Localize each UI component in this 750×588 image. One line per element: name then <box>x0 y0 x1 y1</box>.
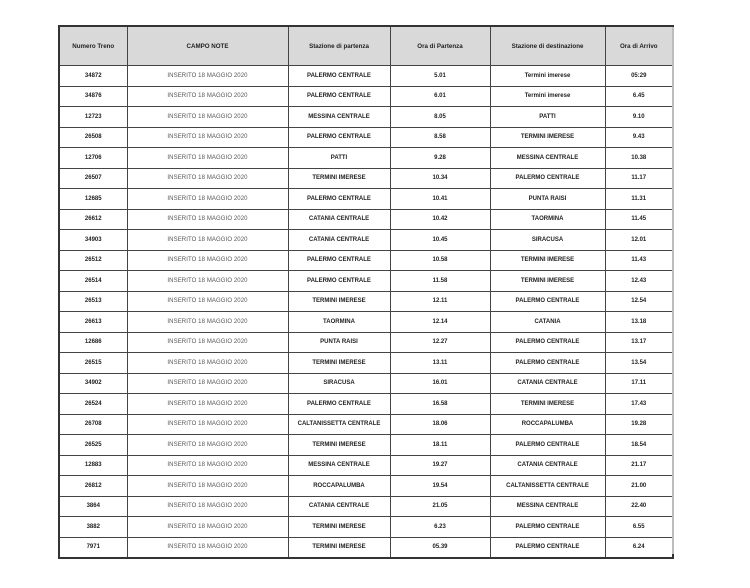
cell-stazione-destinazione: MESSINA CENTRALE <box>490 148 605 169</box>
cell-stazione-destinazione: CATANIA CENTRALE <box>490 373 605 394</box>
train-schedule-sheet <box>58 25 674 559</box>
header-campo-note: CAMPO NOTE <box>127 26 288 66</box>
cell-campo-note: INSERITO 18 MAGGIO 2020 <box>127 414 288 435</box>
cell-stazione-partenza: TERMINI IMERESE <box>288 291 390 312</box>
cell-ora-arrivo: 10.38 <box>605 148 673 169</box>
cell-ora-partenza: 10.45 <box>390 230 490 251</box>
cell-stazione-partenza: PALERMO CENTRALE <box>288 394 390 415</box>
cell-ora-arrivo: 12.01 <box>605 230 673 251</box>
header-ora-partenza: Ora di Partenza <box>390 26 490 66</box>
cell-stazione-partenza: TAORMINA <box>288 312 390 333</box>
cell-numero-treno: 26507 <box>59 168 127 189</box>
cell-numero-treno: 26513 <box>59 291 127 312</box>
table-row <box>59 496 673 517</box>
cell-ora-partenza: 18.11 <box>390 435 490 456</box>
cell-campo-note: INSERITO 18 MAGGIO 2020 <box>127 250 288 271</box>
table-row <box>59 66 673 87</box>
table-row <box>59 312 673 333</box>
cell-stazione-partenza: PUNTA RAISI <box>288 332 390 353</box>
header-numero-treno: Numero Treno <box>59 26 127 66</box>
cell-numero-treno: 26524 <box>59 394 127 415</box>
cell-numero-treno: 3882 <box>59 517 127 538</box>
cell-stazione-destinazione: TERMINI IMERESE <box>490 127 605 148</box>
cell-ora-arrivo: 12.54 <box>605 291 673 312</box>
cell-campo-note: INSERITO 18 MAGGIO 2020 <box>127 312 288 333</box>
cell-stazione-destinazione: PALERMO CENTRALE <box>490 353 605 374</box>
table-row <box>59 455 673 476</box>
cell-ora-arrivo: 22.40 <box>605 496 673 517</box>
cell-ora-partenza: 9.28 <box>390 148 490 169</box>
cell-stazione-destinazione: TERMINI IMERESE <box>490 394 605 415</box>
cell-numero-treno: 26514 <box>59 271 127 292</box>
table-row <box>59 86 673 107</box>
cell-ora-arrivo: 21.17 <box>605 455 673 476</box>
table-body <box>59 66 673 559</box>
cell-numero-treno: 26613 <box>59 312 127 333</box>
table-row <box>59 250 673 271</box>
cell-stazione-destinazione: CATANIA <box>490 312 605 333</box>
cell-campo-note: INSERITO 18 MAGGIO 2020 <box>127 209 288 230</box>
table-row <box>59 148 673 169</box>
cell-stazione-partenza: PATTI <box>288 148 390 169</box>
cell-campo-note: INSERITO 18 MAGGIO 2020 <box>127 394 288 415</box>
cell-campo-note: INSERITO 18 MAGGIO 2020 <box>127 271 288 292</box>
train-schedule-table <box>58 25 674 559</box>
cell-stazione-destinazione: PALERMO CENTRALE <box>490 517 605 538</box>
cell-ora-partenza: 6.23 <box>390 517 490 538</box>
table-row <box>59 373 673 394</box>
page-shadow <box>672 27 674 554</box>
cell-ora-partenza: 8.05 <box>390 107 490 128</box>
cell-ora-partenza: 6.01 <box>390 86 490 107</box>
cell-stazione-partenza: MESSINA CENTRALE <box>288 455 390 476</box>
cell-ora-arrivo: 11.17 <box>605 168 673 189</box>
cell-stazione-destinazione: PALERMO CENTRALE <box>490 168 605 189</box>
table-row <box>59 394 673 415</box>
cell-ora-partenza: 10.58 <box>390 250 490 271</box>
cell-ora-arrivo: 17.43 <box>605 394 673 415</box>
cell-stazione-partenza: SIRACUSA <box>288 373 390 394</box>
table-row <box>59 209 673 230</box>
cell-campo-note: INSERITO 18 MAGGIO 2020 <box>127 476 288 497</box>
cell-ora-partenza: 21.05 <box>390 496 490 517</box>
cell-campo-note: INSERITO 18 MAGGIO 2020 <box>127 168 288 189</box>
table-row <box>59 291 673 312</box>
cell-numero-treno: 34903 <box>59 230 127 251</box>
cell-stazione-destinazione: TERMINI IMERESE <box>490 271 605 292</box>
cell-ora-arrivo: 6.24 <box>605 537 673 558</box>
cell-campo-note: INSERITO 18 MAGGIO 2020 <box>127 332 288 353</box>
header-stazione-partenza: Stazione di partenza <box>288 26 390 66</box>
cell-ora-partenza: 10.41 <box>390 189 490 210</box>
cell-ora-arrivo: 6.55 <box>605 517 673 538</box>
table-row <box>59 107 673 128</box>
cell-campo-note: INSERITO 18 MAGGIO 2020 <box>127 107 288 128</box>
cell-stazione-destinazione: PUNTA RAISI <box>490 189 605 210</box>
cell-numero-treno: 26508 <box>59 127 127 148</box>
cell-stazione-partenza: PALERMO CENTRALE <box>288 86 390 107</box>
cell-stazione-partenza: PALERMO CENTRALE <box>288 189 390 210</box>
cell-stazione-partenza: PALERMO CENTRALE <box>288 250 390 271</box>
cell-numero-treno: 3864 <box>59 496 127 517</box>
cell-stazione-partenza: TERMINI IMERESE <box>288 435 390 456</box>
cell-stazione-destinazione: ROCCAPALUMBA <box>490 414 605 435</box>
cell-campo-note: INSERITO 18 MAGGIO 2020 <box>127 455 288 476</box>
cell-numero-treno: 12706 <box>59 148 127 169</box>
cell-stazione-partenza: TERMINI IMERESE <box>288 537 390 558</box>
cell-campo-note: INSERITO 18 MAGGIO 2020 <box>127 353 288 374</box>
cell-numero-treno: 26525 <box>59 435 127 456</box>
table-row <box>59 414 673 435</box>
cell-ora-partenza: 13.11 <box>390 353 490 374</box>
cell-ora-partenza: 12.11 <box>390 291 490 312</box>
table-row <box>59 127 673 148</box>
cell-ora-arrivo: 21.00 <box>605 476 673 497</box>
cell-campo-note: INSERITO 18 MAGGIO 2020 <box>127 66 288 87</box>
cell-stazione-partenza: CATANIA CENTRALE <box>288 496 390 517</box>
cell-stazione-destinazione: SIRACUSA <box>490 230 605 251</box>
table-row <box>59 517 673 538</box>
table-row <box>59 189 673 210</box>
cell-ora-arrivo: 11.31 <box>605 189 673 210</box>
cell-ora-partenza: 12.27 <box>390 332 490 353</box>
cell-ora-arrivo: 19.28 <box>605 414 673 435</box>
table-row <box>59 476 673 497</box>
table-row <box>59 435 673 456</box>
cell-stazione-partenza: TERMINI IMERESE <box>288 168 390 189</box>
cell-numero-treno: 26812 <box>59 476 127 497</box>
cell-campo-note: INSERITO 18 MAGGIO 2020 <box>127 373 288 394</box>
cell-stazione-partenza: CALTANISSETTA CENTRALE <box>288 414 390 435</box>
cell-numero-treno: 26512 <box>59 250 127 271</box>
cell-ora-arrivo: 05:29 <box>605 66 673 87</box>
cell-campo-note: INSERITO 18 MAGGIO 2020 <box>127 148 288 169</box>
cell-campo-note: INSERITO 18 MAGGIO 2020 <box>127 127 288 148</box>
cell-ora-arrivo: 11.43 <box>605 250 673 271</box>
cell-numero-treno: 34902 <box>59 373 127 394</box>
cell-stazione-destinazione: PATTI <box>490 107 605 128</box>
cell-ora-partenza: 12.14 <box>390 312 490 333</box>
cell-campo-note: INSERITO 18 MAGGIO 2020 <box>127 537 288 558</box>
cell-stazione-destinazione: Termini imerese <box>490 66 605 87</box>
cell-stazione-partenza: CATANIA CENTRALE <box>288 230 390 251</box>
cell-numero-treno: 26612 <box>59 209 127 230</box>
cell-numero-treno: 12686 <box>59 332 127 353</box>
cell-campo-note: INSERITO 18 MAGGIO 2020 <box>127 496 288 517</box>
cell-stazione-partenza: TERMINI IMERESE <box>288 517 390 538</box>
cell-ora-arrivo: 13.18 <box>605 312 673 333</box>
cell-ora-partenza: 10.42 <box>390 209 490 230</box>
cell-stazione-destinazione: TAORMINA <box>490 209 605 230</box>
table-row <box>59 168 673 189</box>
cell-stazione-partenza: ROCCAPALUMBA <box>288 476 390 497</box>
cell-ora-arrivo: 17.11 <box>605 373 673 394</box>
cell-stazione-destinazione: MESSINA CENTRALE <box>490 496 605 517</box>
cell-campo-note: INSERITO 18 MAGGIO 2020 <box>127 435 288 456</box>
cell-numero-treno: 7971 <box>59 537 127 558</box>
header-stazione-destinazione: Stazione di destinazione <box>490 26 605 66</box>
cell-campo-note: INSERITO 18 MAGGIO 2020 <box>127 189 288 210</box>
cell-ora-partenza: 19.54 <box>390 476 490 497</box>
cell-stazione-destinazione: PALERMO CENTRALE <box>490 291 605 312</box>
cell-ora-arrivo: 13.54 <box>605 353 673 374</box>
cell-ora-partenza: 10.34 <box>390 168 490 189</box>
cell-ora-partenza: 16.01 <box>390 373 490 394</box>
cell-ora-arrivo: 18.54 <box>605 435 673 456</box>
cell-ora-partenza: 05.39 <box>390 537 490 558</box>
table-row <box>59 353 673 374</box>
cell-numero-treno: 34872 <box>59 66 127 87</box>
cell-ora-partenza: 5.01 <box>390 66 490 87</box>
cell-stazione-destinazione: PALERMO CENTRALE <box>490 435 605 456</box>
cell-ora-partenza: 8.58 <box>390 127 490 148</box>
table-header-row <box>59 26 673 66</box>
cell-ora-partenza: 18.06 <box>390 414 490 435</box>
table-row <box>59 332 673 353</box>
cell-ora-partenza: 19.27 <box>390 455 490 476</box>
cell-campo-note: INSERITO 18 MAGGIO 2020 <box>127 291 288 312</box>
cell-ora-arrivo: 6.45 <box>605 86 673 107</box>
cell-stazione-partenza: MESSINA CENTRALE <box>288 107 390 128</box>
cell-campo-note: INSERITO 18 MAGGIO 2020 <box>127 517 288 538</box>
table-row <box>59 230 673 251</box>
cell-campo-note: INSERITO 18 MAGGIO 2020 <box>127 230 288 251</box>
cell-ora-partenza: 16.58 <box>390 394 490 415</box>
cell-ora-arrivo: 11.45 <box>605 209 673 230</box>
cell-stazione-partenza: TERMINI IMERESE <box>288 353 390 374</box>
header-ora-arrivo: Ora di Arrivo <box>605 26 673 66</box>
cell-stazione-partenza: PALERMO CENTRALE <box>288 66 390 87</box>
cell-numero-treno: 34876 <box>59 86 127 107</box>
cell-stazione-destinazione: CALTANISSETTA CENTRALE <box>490 476 605 497</box>
cell-stazione-destinazione: CATANIA CENTRALE <box>490 455 605 476</box>
cell-stazione-partenza: PALERMO CENTRALE <box>288 271 390 292</box>
cell-campo-note: INSERITO 18 MAGGIO 2020 <box>127 86 288 107</box>
cell-ora-arrivo: 9.43 <box>605 127 673 148</box>
cell-stazione-destinazione: TERMINI IMERESE <box>490 250 605 271</box>
cell-numero-treno: 26515 <box>59 353 127 374</box>
cell-numero-treno: 12685 <box>59 189 127 210</box>
cell-stazione-partenza: PALERMO CENTRALE <box>288 127 390 148</box>
cell-stazione-destinazione: PALERMO CENTRALE <box>490 332 605 353</box>
cell-ora-arrivo: 9.10 <box>605 107 673 128</box>
cell-ora-arrivo: 13.17 <box>605 332 673 353</box>
cell-ora-arrivo: 12.43 <box>605 271 673 292</box>
cell-numero-treno: 12883 <box>59 455 127 476</box>
cell-ora-partenza: 11.58 <box>390 271 490 292</box>
table-row <box>59 271 673 292</box>
cell-numero-treno: 12723 <box>59 107 127 128</box>
cell-numero-treno: 26708 <box>59 414 127 435</box>
cell-stazione-partenza: CATANIA CENTRALE <box>288 209 390 230</box>
cell-stazione-destinazione: Termini imerese <box>490 86 605 107</box>
table-row <box>59 537 673 558</box>
cell-stazione-destinazione: PALERMO CENTRALE <box>490 537 605 558</box>
